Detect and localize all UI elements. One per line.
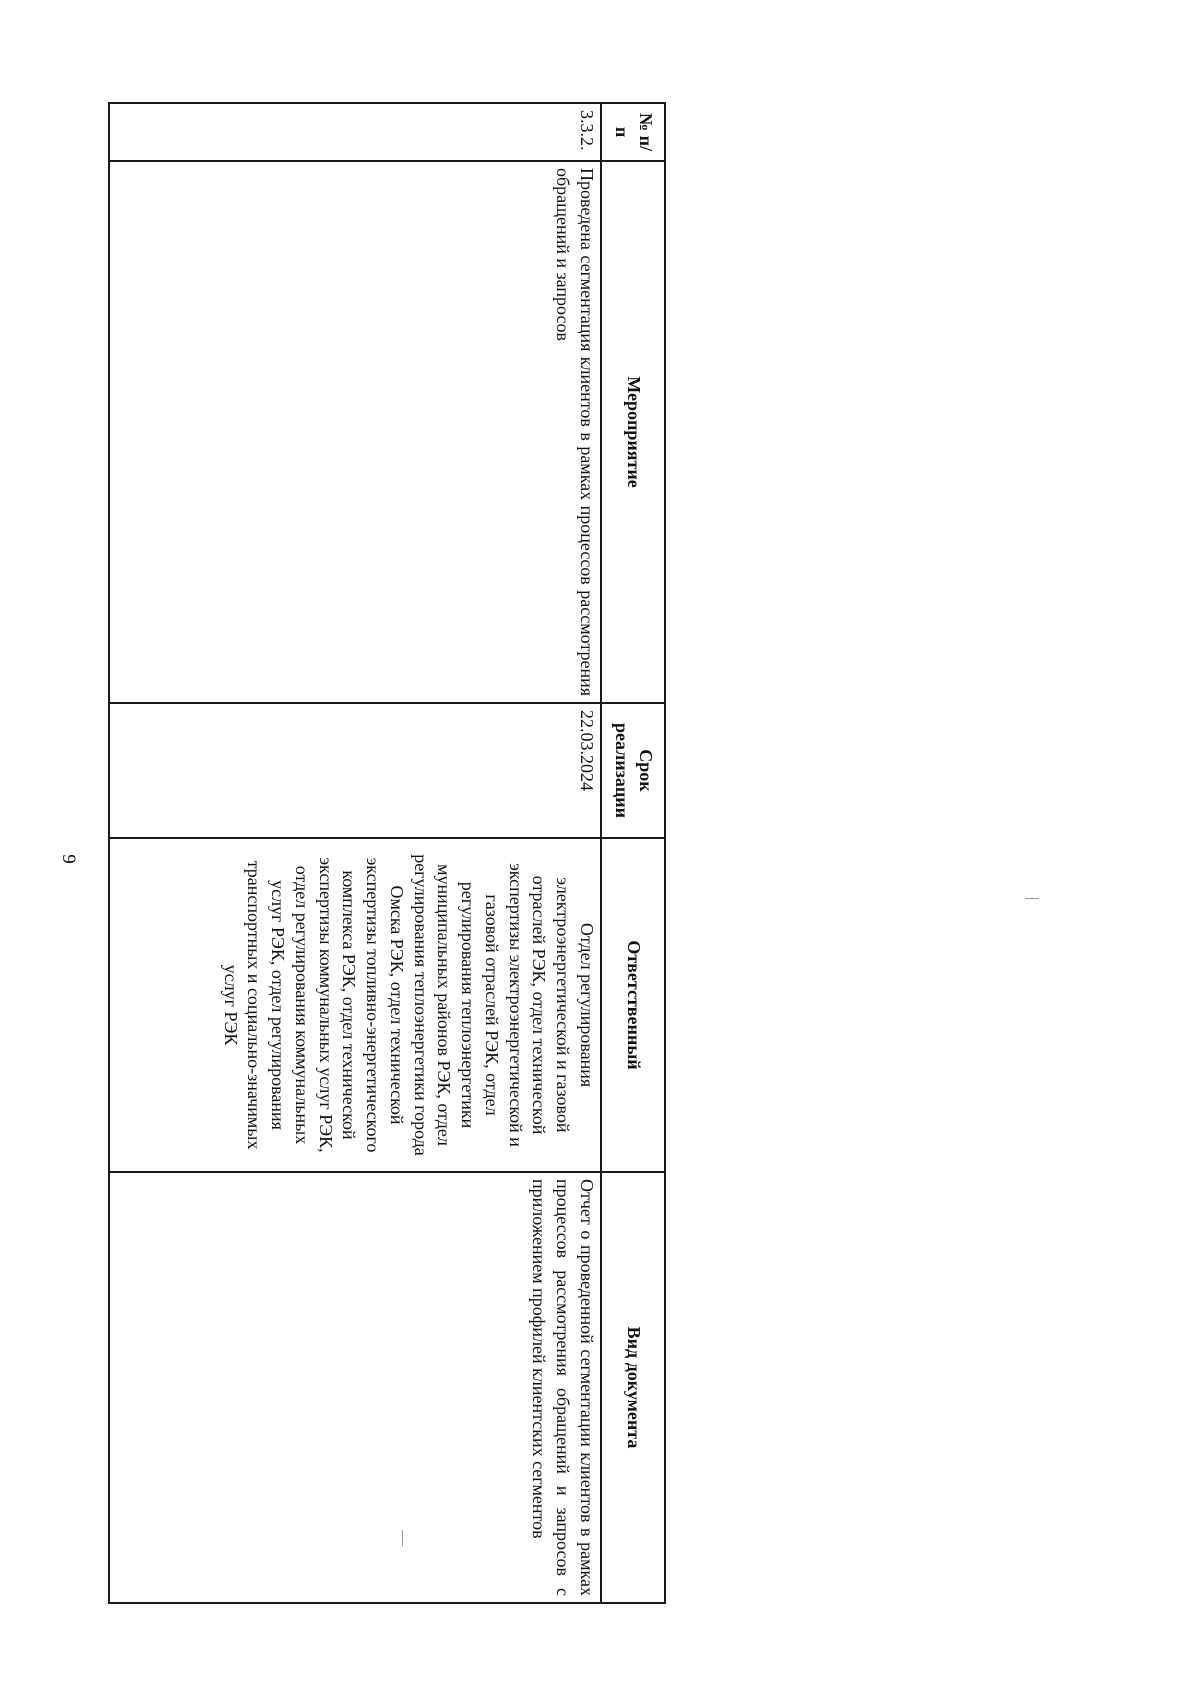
header-number: № п/п — [601, 103, 665, 161]
rotated-table-container — [108, 102, 666, 1602]
header-responsible: Ответственный — [601, 838, 665, 1172]
header-deadline: Срок реализации — [601, 703, 665, 838]
scan-speck — [1025, 898, 1039, 899]
table-row — [109, 103, 601, 1603]
cell-event: Проведена сегментация клиентов в рамках процессов рассмотрения обращений и запросов — [109, 161, 601, 703]
cell-number: 3.3.2. — [109, 103, 601, 161]
header-event: Мероприятие — [601, 161, 665, 703]
page-number: 9 — [58, 854, 79, 864]
header-document-type: Вид документа — [601, 1172, 665, 1603]
cell-document-type: Отчет о проведенной сегментации клиентов в рамках процессов рассмотрения обращений и запросов с приложением профилей клиентских сегментов — [109, 1172, 601, 1603]
cell-deadline: 22.03.2024 — [109, 703, 601, 838]
table-header-row — [601, 103, 665, 1603]
measures-table — [108, 102, 666, 1604]
cell-responsible: Отдел регулирования электроэнергетической и газовой отраслей РЭК, отдел технической экспертизы электроэнергетической и газовой отраслей РЭК, отдел регулирования теплоэнергетики муниципальных районов РЭК, отдел регулирования теплоэнергетики города Омска РЭК, отдел технической экспертизы топливно-энергетического комплекса РЭК, отдел технической экспертизы коммунальных услуг РЭК, отдел регулирования коммунальных услуг РЭК, отдел регулирования транспортных и социально-значимых услуг РЭК — [109, 838, 601, 1172]
scan-speck — [402, 1530, 403, 1546]
